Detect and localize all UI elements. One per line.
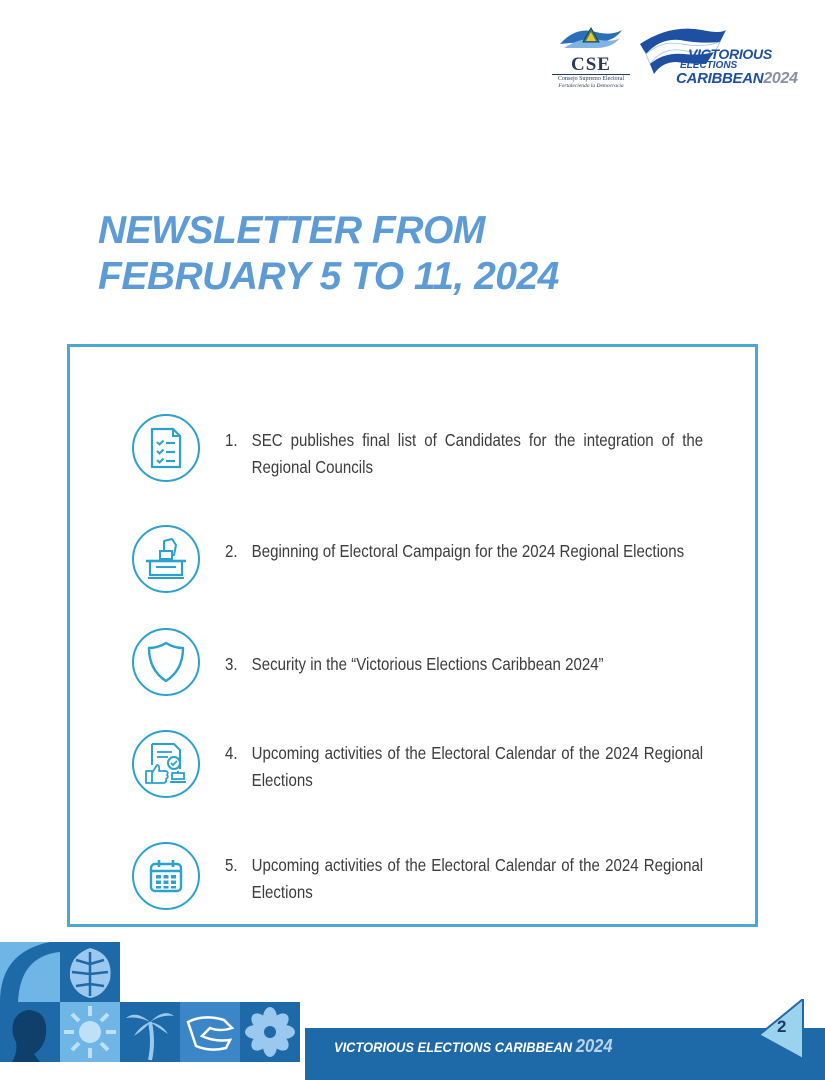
- list-item-text: [225, 852, 704, 906]
- newsletter-index-box: [67, 344, 758, 927]
- monstera-leaf-icon: [60, 942, 120, 1002]
- footer-band-text: [334, 1036, 613, 1057]
- page-title-line1: NEWSLETTER FROM: [98, 209, 485, 252]
- list-item-number: 2.: [225, 541, 238, 561]
- list-item-label: Security in the “Victorious Elections Caribbean 2024”: [251, 654, 604, 674]
- woman-silhouette-icon: [0, 1002, 60, 1062]
- cse-name: CSE: [571, 54, 611, 75]
- palm-tree-icon: [120, 1002, 180, 1062]
- list-item-number: 1.: [225, 430, 238, 450]
- document-approval-icon: [132, 730, 200, 798]
- footer-band-year: 2024: [575, 1036, 613, 1056]
- list-item-label: Beginning of Electoral Campaign for the 2024 Regional Elections: [251, 541, 685, 561]
- list-item-text: [225, 538, 685, 565]
- voting-hand-icon: [180, 1002, 240, 1062]
- list-item-number: 4.: [225, 743, 238, 763]
- footer-band-label: VICTORIOUS ELECTIONS CARIBBEAN: [334, 1039, 573, 1055]
- campaign-logo: [640, 24, 812, 94]
- list-item-label: SEC publishes final list of Candidates for the integration of the Regional Councils: [251, 430, 704, 477]
- calendar-icon: [132, 842, 200, 910]
- footer: [0, 940, 825, 1080]
- sun-icon: [60, 1002, 120, 1062]
- cse-subtitle: Consejo Supremo Electoral: [552, 74, 630, 83]
- list-item-number: 3.: [225, 654, 238, 674]
- campaign-logo-caribbean: CARIBBEAN: [676, 70, 764, 87]
- list-item-text: [225, 651, 638, 678]
- checklist-icon: [132, 414, 200, 482]
- list-item-label: Upcoming activities of the Electoral Calendar of the 2024 Regional Elections: [251, 743, 704, 790]
- flower-icon: [240, 1002, 300, 1062]
- list-item-number: 5.: [225, 855, 238, 875]
- cse-emblem-icon: [556, 22, 626, 58]
- page-title: [98, 208, 698, 300]
- list-item-text: [225, 427, 704, 481]
- cse-motto: Fortaleciendo la Democracia: [558, 83, 624, 89]
- list-item-label: Upcoming activities of the Electoral Calendar of the 2024 Regional Elections: [251, 855, 704, 902]
- page-title-line2: FEBRUARY 5 TO 11, 2024: [98, 255, 559, 298]
- campaign-logo-line1: VICTORIOUS: [688, 46, 772, 62]
- wave-tile: [0, 942, 60, 1002]
- campaign-logo-line2: ELECTIONS: [680, 60, 738, 71]
- ballot-box-icon: [132, 525, 200, 593]
- campaign-logo-line3: [676, 70, 798, 88]
- shield-icon: [132, 628, 200, 696]
- page-number: 2: [777, 1017, 787, 1036]
- cse-logo: [552, 22, 630, 92]
- campaign-logo-year: 2024: [763, 70, 798, 87]
- list-item-text: [225, 740, 704, 794]
